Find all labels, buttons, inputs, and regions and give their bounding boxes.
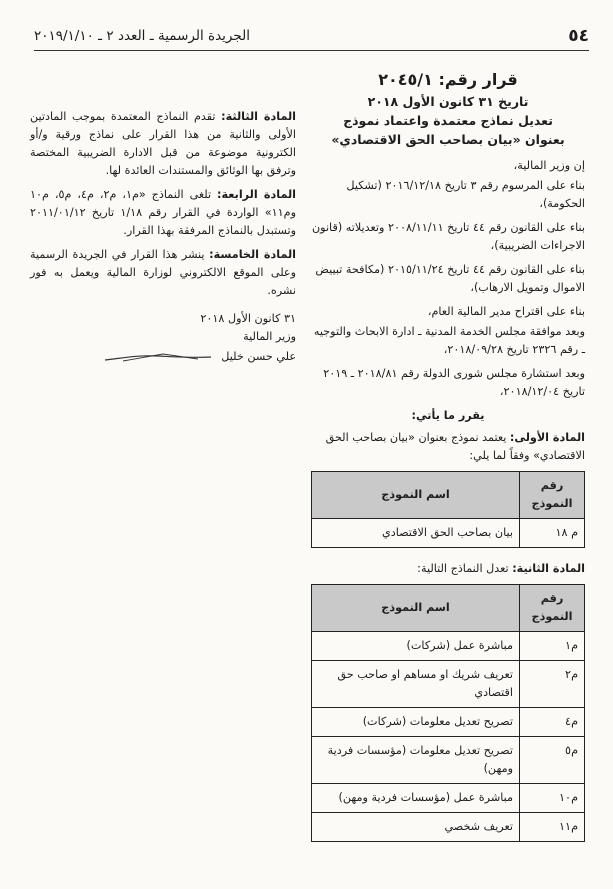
table-header-name: اسم النموذج	[312, 585, 520, 632]
right-column	[311, 68, 585, 854]
preamble-minister: إن وزير المالية،	[513, 159, 585, 172]
form-number: م٥	[520, 737, 585, 784]
article-1-text: يعتمد نموذج بعنوان «بيان بصاحب الحق الاقتصادي» وفقاً لما يلي:	[325, 431, 585, 462]
article-3-head: المادة الثالثة:	[221, 110, 297, 123]
form-name: مباشرة عمل (شركات)	[312, 632, 520, 661]
preamble-clause: بناء على اقتراح مدير المالية العام،	[427, 305, 585, 318]
preamble-clause: بناء على القانون رقم ٤٤ تاريخ ٢٠١٥/١١/٢٤ (مكافحة تبييض الاموال وتمويل الارهاب)،	[315, 263, 585, 294]
decides-heading: يقرر ما يأتي:	[411, 409, 485, 422]
preamble-clause: بناء على المرسوم رقم ٣ تاريخ ٢٠١٦/١٢/١٨ (تشكيل الحكومة)،	[346, 179, 585, 210]
page-header	[34, 26, 589, 51]
form-name: تصريح تعديل معلومات (شركات)	[312, 708, 520, 737]
running-title: الجريدة الرسمية ـ العدد ٢ ـ ٢٠١٩/١/١٠	[34, 28, 250, 44]
signature-date: ٣١ كانون الأول ٢٠١٨	[200, 312, 296, 325]
form-number: م١١	[520, 813, 585, 842]
article-1-head: المادة الأولى:	[509, 431, 585, 444]
article-4-text: تلغى النماذج «م١، م٢، م٤، م٥، م١٠ وم١١» الواردة في القرار رقم ١/١٨ تاريخ ٢٠١١/٠١/١٢ وتستبدل بالنماذج المرفقة بهذا القرار.	[30, 188, 296, 237]
table-row	[312, 737, 585, 784]
handwritten-signature-icon	[103, 346, 213, 368]
article-2-text: تعدل النماذج التالية:	[417, 562, 509, 575]
article-5-head: المادة الخامسة:	[209, 248, 296, 261]
article-1	[311, 429, 585, 465]
table-header-number: رقم النموذج	[520, 585, 585, 632]
article-3	[30, 108, 296, 180]
article-4-head: المادة الرابعة:	[217, 188, 296, 201]
table-row	[312, 813, 585, 842]
table-row	[312, 784, 585, 813]
decision-number: قرار رقم: ٢٠٤٥/١	[378, 70, 518, 89]
form-number: م١	[520, 632, 585, 661]
table-row	[312, 661, 585, 708]
preamble-clause: بناء على القانون رقم ٤٤ تاريخ ٢٠٠٨/١١/١١ وتعديلاته (قانون الاجراءات الضريبية)،	[311, 221, 585, 252]
article-5	[30, 246, 296, 300]
article-4	[30, 186, 296, 240]
decision-subject-line2: بعنوان «بيان بصاحب الحق الاقتصادي»	[331, 132, 565, 147]
article-2	[311, 560, 585, 578]
decision-subject-line1: تعديل نماذج معتمدة واعتماد نموذج	[343, 113, 553, 128]
decision-date: تاريخ ٣١ كانون الأول ٢٠١٨	[367, 94, 529, 109]
preamble-clause: وبعد موافقة مجلس الخدمة المدنية ـ ادارة الابحاث والتوجيه ـ رقم ٢٣٢٦ تاريخ ٢٠١٨/٠٩/٢٨،	[313, 325, 585, 356]
table-row	[312, 519, 585, 548]
signature-name: علي حسن خليل	[221, 350, 296, 363]
table-header-number: رقم النموذج	[520, 472, 585, 519]
form-number: م٢	[520, 661, 585, 708]
left-column	[30, 108, 296, 368]
preamble-clause: وبعد استشارة مجلس شورى الدولة رقم ٢٠١٨/٨١ ـ ٢٠١٩ تاريخ ٢٠١٨/١٢/٠٤،	[323, 367, 585, 398]
article-2-head: المادة الثانية:	[512, 562, 585, 575]
article-3-text: تقدم النماذج المعتمدة بموجب المادتين الأولى والثانية من هذا القرار على نماذج ورقية و/أو الكترونية موضوعة من قبل الادارة الضريبية المختصة وترفق بها الوثائق والمستندات العائدة لها.	[30, 110, 296, 177]
form-number: م٤	[520, 708, 585, 737]
table-header-name: اسم النموذج	[312, 472, 520, 519]
form-name: تعريف شخصي	[312, 813, 520, 842]
signature-title: وزير المالية	[243, 330, 296, 343]
form-name: بيان بصاحب الحق الاقتصادي	[312, 519, 520, 548]
form-number: م١٠	[520, 784, 585, 813]
form-number: م ١٨	[520, 519, 585, 548]
form-name: تصريح تعديل معلومات (مؤسسات فردية ومهن)	[312, 737, 520, 784]
form-name: تعريف شريك او مساهم او صاحب حق اقتصادي	[312, 661, 520, 708]
article-5-text: ينشر هذا القرار في الجريدة الرسمية وعلى الموقع الالكتروني لوزارة المالية ويعمل به فور نشره.	[30, 248, 296, 297]
decision-title	[311, 68, 585, 149]
table-row	[312, 632, 585, 661]
forms-table-2	[311, 584, 585, 842]
page-number: ٥٤	[568, 26, 589, 46]
forms-table-1	[311, 471, 585, 548]
table-row	[312, 708, 585, 737]
form-name: مباشرة عمل (مؤسسات فردية ومهن)	[312, 784, 520, 813]
signature-block	[30, 310, 296, 368]
